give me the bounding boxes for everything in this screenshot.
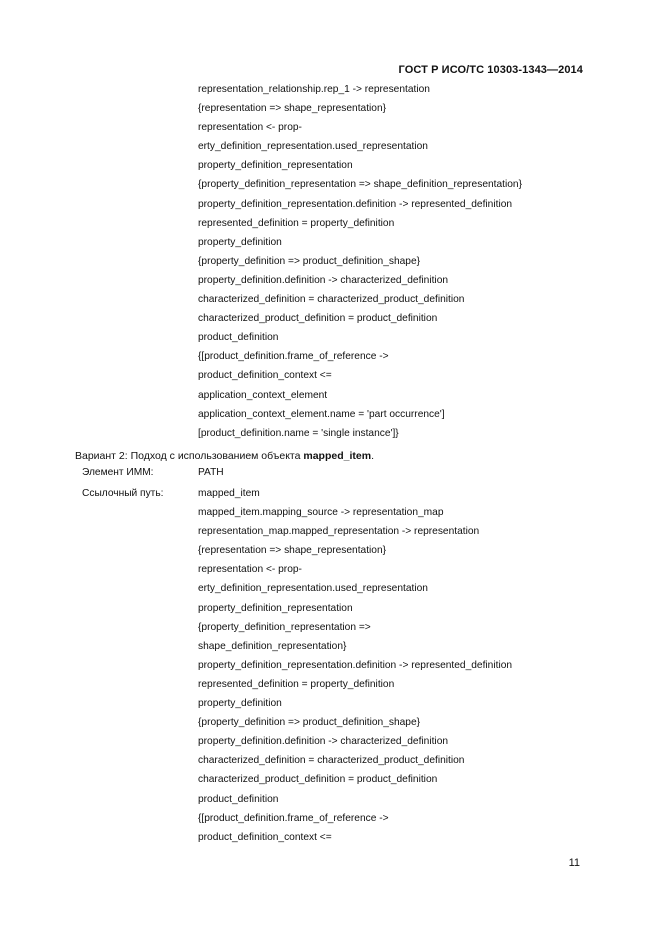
code-line: {representation => shape_representation} [198, 103, 387, 115]
code-line: property_definition.definition -> characterized_definition [198, 274, 449, 286]
code-line: characterized_definition = characterized_product_definition [198, 755, 465, 767]
code-line: shape_definition_representation} [198, 640, 347, 652]
code-line: representation_relationship.rep_1 -> representation [198, 84, 430, 95]
code-line: mapped_item.mapping_source -> representation_map [198, 507, 444, 519]
code-line: property_definition_representation [198, 160, 353, 172]
code-line: erty_definition_representation.used_representation [198, 583, 428, 595]
code-line: {[product_definition.frame_of_reference -> [198, 812, 389, 824]
code-line: representation_map.mapped_representation -> representation [198, 526, 480, 538]
code-line: represented_definition = property_definition [198, 217, 395, 229]
code-line: product_definition [198, 793, 279, 805]
code-line: representation <- prop- [198, 122, 302, 134]
code-line: product_definition_context <= [198, 831, 332, 843]
aim-element-label: Элемент ИММ: [82, 467, 154, 478]
code-line: characterized_definition = characterized_product_definition [198, 294, 465, 306]
variant-object-name: mapped_item [303, 450, 372, 462]
code-line: application_context_element [198, 389, 328, 401]
reference-path-label: Ссылочный путь: [82, 488, 164, 499]
code-line: property_definition_representation.definition -> represented_definition [198, 198, 513, 210]
code-line: product_definition_context <= [198, 370, 332, 382]
variant-prefix: Вариант 2: Подход с использованием объекта [75, 450, 304, 462]
code-line: characterized_product_definition = product_definition [198, 774, 438, 786]
code-line: {[product_definition.frame_of_reference -> [198, 351, 389, 363]
code-line: {property_definition_representation => [198, 621, 371, 633]
reference-path-block-1 [198, 80, 522, 443]
page-number: 11 [568, 857, 580, 869]
code-line: {property_definition => product_definition_shape} [198, 255, 421, 267]
code-line: erty_definition_representation.used_representation [198, 141, 428, 153]
code-line: property_definition_representation.definition -> represented_definition [198, 659, 513, 671]
code-line: application_context_element.name = 'part occurrence'] [198, 408, 445, 420]
code-line: property_definition [198, 236, 282, 248]
code-line: represented_definition = property_definition [198, 678, 395, 690]
document-header: ГОСТ Р ИСО/ТС 10303-1343—2014 [398, 64, 583, 76]
aim-element-value: PATH [198, 467, 224, 478]
code-line: {representation => shape_representation} [198, 545, 387, 557]
code-line: property_definition [198, 698, 282, 710]
code-line: property_definition.definition -> characterized_definition [198, 736, 449, 748]
variant-suffix: . [371, 450, 374, 462]
code-line: mapped_item [198, 488, 260, 499]
code-line: property_definition_representation [198, 602, 353, 614]
reference-path-block-2 [198, 484, 512, 847]
code-line: representation <- prop- [198, 564, 302, 576]
code-line: product_definition [198, 332, 279, 344]
code-line: [product_definition.name = 'single instance']} [198, 427, 399, 439]
code-line: {property_definition_representation => shape_definition_representation} [198, 179, 522, 191]
code-line: {property_definition => product_definition_shape} [198, 717, 421, 729]
code-line: characterized_product_definition = product_definition [198, 313, 438, 325]
